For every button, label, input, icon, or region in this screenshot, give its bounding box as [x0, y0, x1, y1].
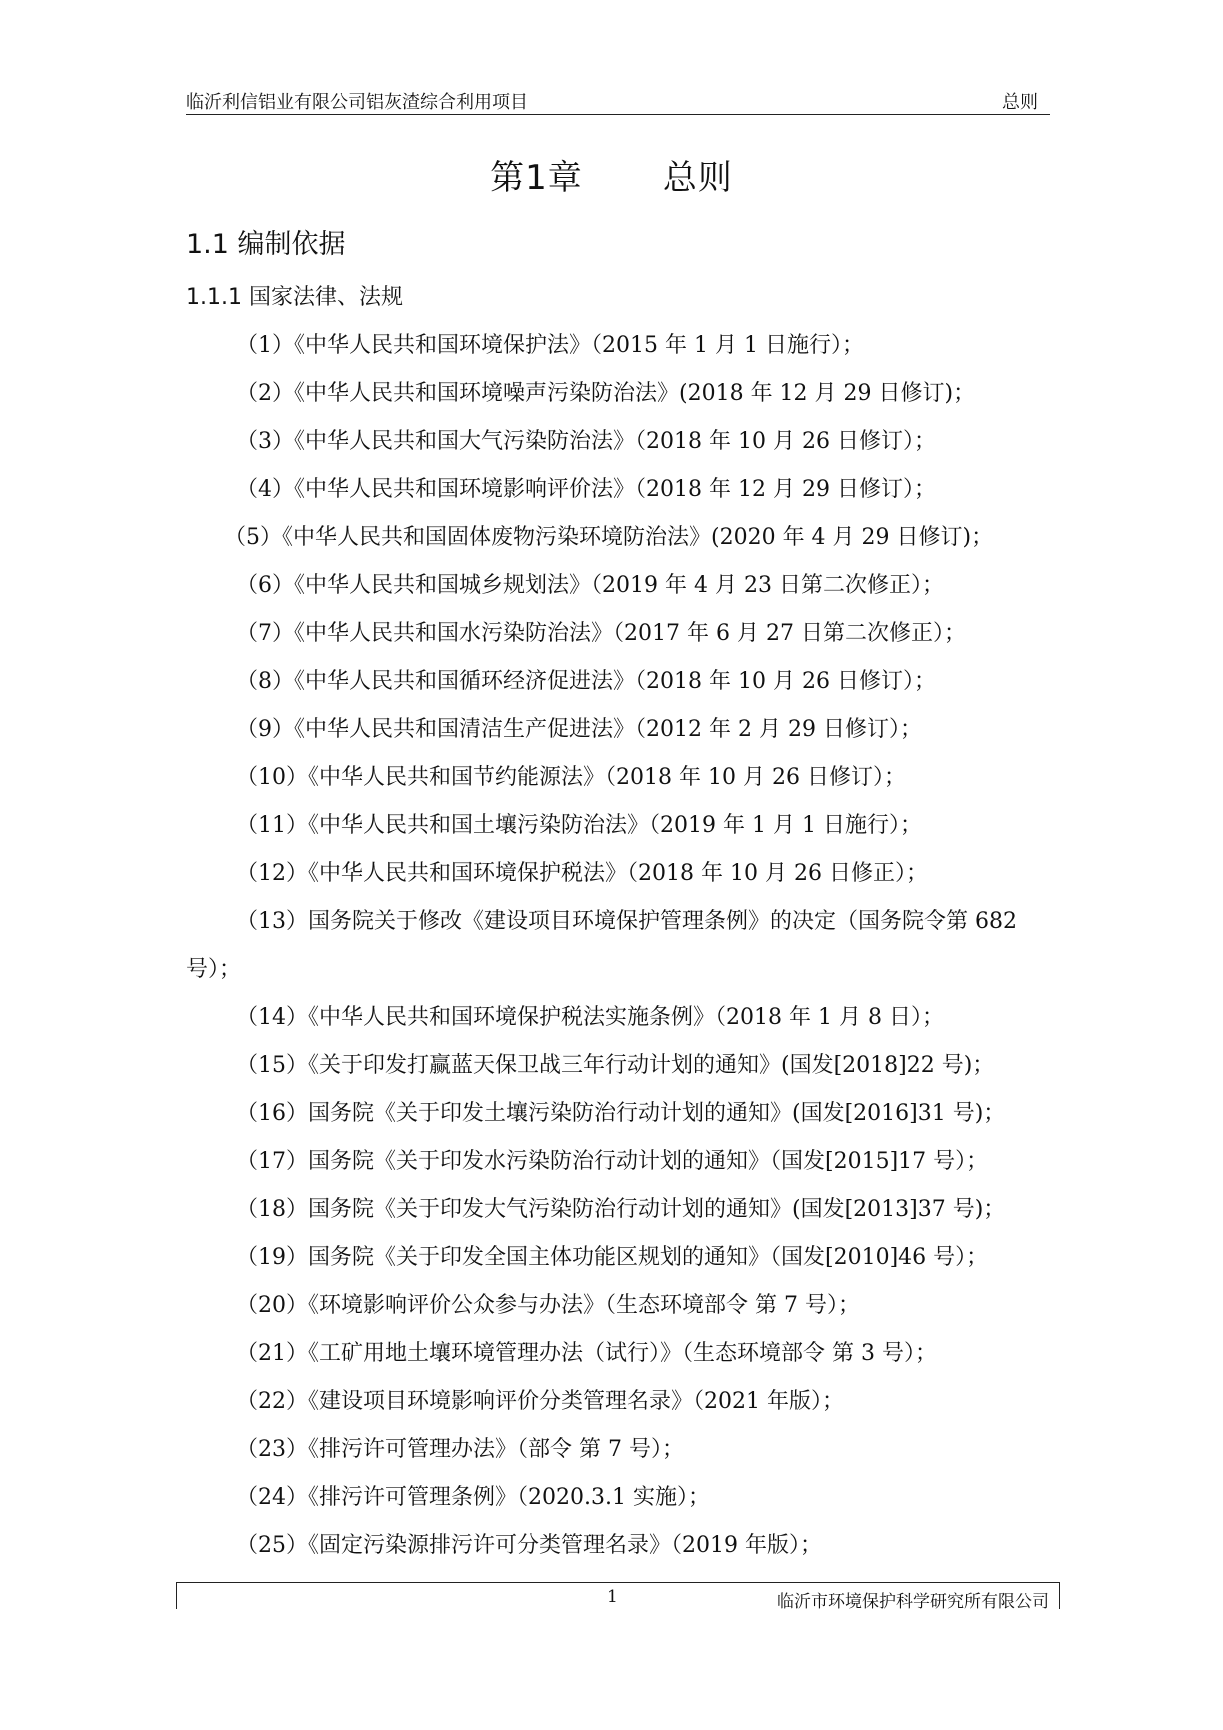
page-footer	[176, 1582, 1060, 1612]
list-item: （23）《排污许可管理办法》（部令 第 7 号）；	[236, 1437, 684, 1462]
list-item: （6）《中华人民共和国城乡规划法》（2019 年 4 月 23 日第二次修正）；	[236, 573, 944, 598]
list-item: （3）《中华人民共和国大气污染防治法》（2018 年 10 月 26 日修订）；	[236, 429, 936, 454]
footer-organization: 临沂市环境保护科学研究所有限公司	[777, 1592, 1049, 1612]
list-item: （7）《中华人民共和国水污染防治法》（2017 年 6 月 27 日第二次修正）；	[236, 621, 966, 646]
list-item: （20）《环境影响评价公众参与办法》（生态环境部令 第 7 号）；	[236, 1293, 860, 1318]
page-header	[186, 86, 1050, 115]
list-item: （14）《中华人民共和国环境保护税法实施条例》（2018 年 1 月 8 日）；	[236, 1005, 944, 1030]
header-project-title: 临沂利信铝业有限公司铝灰渣综合利用项目	[186, 92, 528, 113]
list-item: （25）《固定污染源排污许可分类管理名录》（2019 年版）；	[236, 1533, 822, 1558]
list-item: （15）《关于印发打赢蓝天保卫战三年行动计划的通知》(国发[2018]22 号)；	[236, 1053, 995, 1078]
page-number: 1	[607, 1587, 618, 1607]
list-item: （9）《中华人民共和国清洁生产促进法》（2012 年 2 月 29 日修订）；	[236, 717, 922, 742]
list-item: （10）《中华人民共和国节约能源法》（2018 年 10 月 26 日修订）；	[236, 765, 906, 790]
list-item: （11）《中华人民共和国土壤污染防治法》（2019 年 1 月 1 日施行）；	[236, 813, 922, 838]
list-item: （24）《排污许可管理条例》（2020.3.1 实施）；	[236, 1485, 710, 1510]
subsection-heading: 1.1.1 国家法律、法规	[186, 285, 403, 310]
chapter-heading	[0, 150, 1223, 199]
list-item: （16）国务院《关于印发土壤污染防治行动计划的通知》(国发[2016]31 号)；	[236, 1101, 1006, 1126]
list-item: （17）国务院《关于印发水污染防治行动计划的通知》（国发[2015]17 号）；	[236, 1149, 989, 1174]
list-item: （8）《中华人民共和国循环经济促进法》（2018 年 10 月 26 日修订）；	[236, 669, 936, 694]
list-item: （18）国务院《关于印发大气污染防治行动计划的通知》(国发[2013]37 号)；	[236, 1197, 1006, 1222]
list-item: （1）《中华人民共和国环境保护法》（2015 年 1 月 1 日施行）；	[236, 333, 864, 358]
chapter-title: 总则	[662, 158, 733, 198]
list-item: （13）国务院关于修改《建设项目环境保护管理条例》的决定（国务院令第 682 号）；	[186, 909, 1017, 982]
list-item: （21）《工矿用地土壤环境管理办法（试行）》（生态环境部令 第 3 号）；	[236, 1341, 937, 1366]
list-item: （19）国务院《关于印发全国主体功能区规划的通知》（国发[2010]46 号）；	[236, 1245, 989, 1270]
list-item: （22）《建设项目环境影响评价分类管理名录》（2021 年版）；	[236, 1389, 844, 1414]
header-section-name: 总则	[1002, 92, 1038, 113]
list-item: （12）《中华人民共和国环境保护税法》（2018 年 10 月 26 日修正）；	[236, 861, 928, 886]
list-item: （2）《中华人民共和国环境噪声污染防治法》(2018 年 12 月 29 日修订)；	[236, 381, 976, 406]
list-item: （4）《中华人民共和国环境影响评价法》（2018 年 12 月 29 日修订）；	[236, 477, 936, 502]
section-heading: 1.1 编制依据	[186, 229, 346, 260]
list-item: （5）《中华人民共和国固体废物污染环境防治法》(2020 年 4 月 29 日修订)；	[224, 525, 994, 550]
chapter-number: 第1章	[490, 158, 583, 198]
law-list	[186, 322, 1050, 1570]
